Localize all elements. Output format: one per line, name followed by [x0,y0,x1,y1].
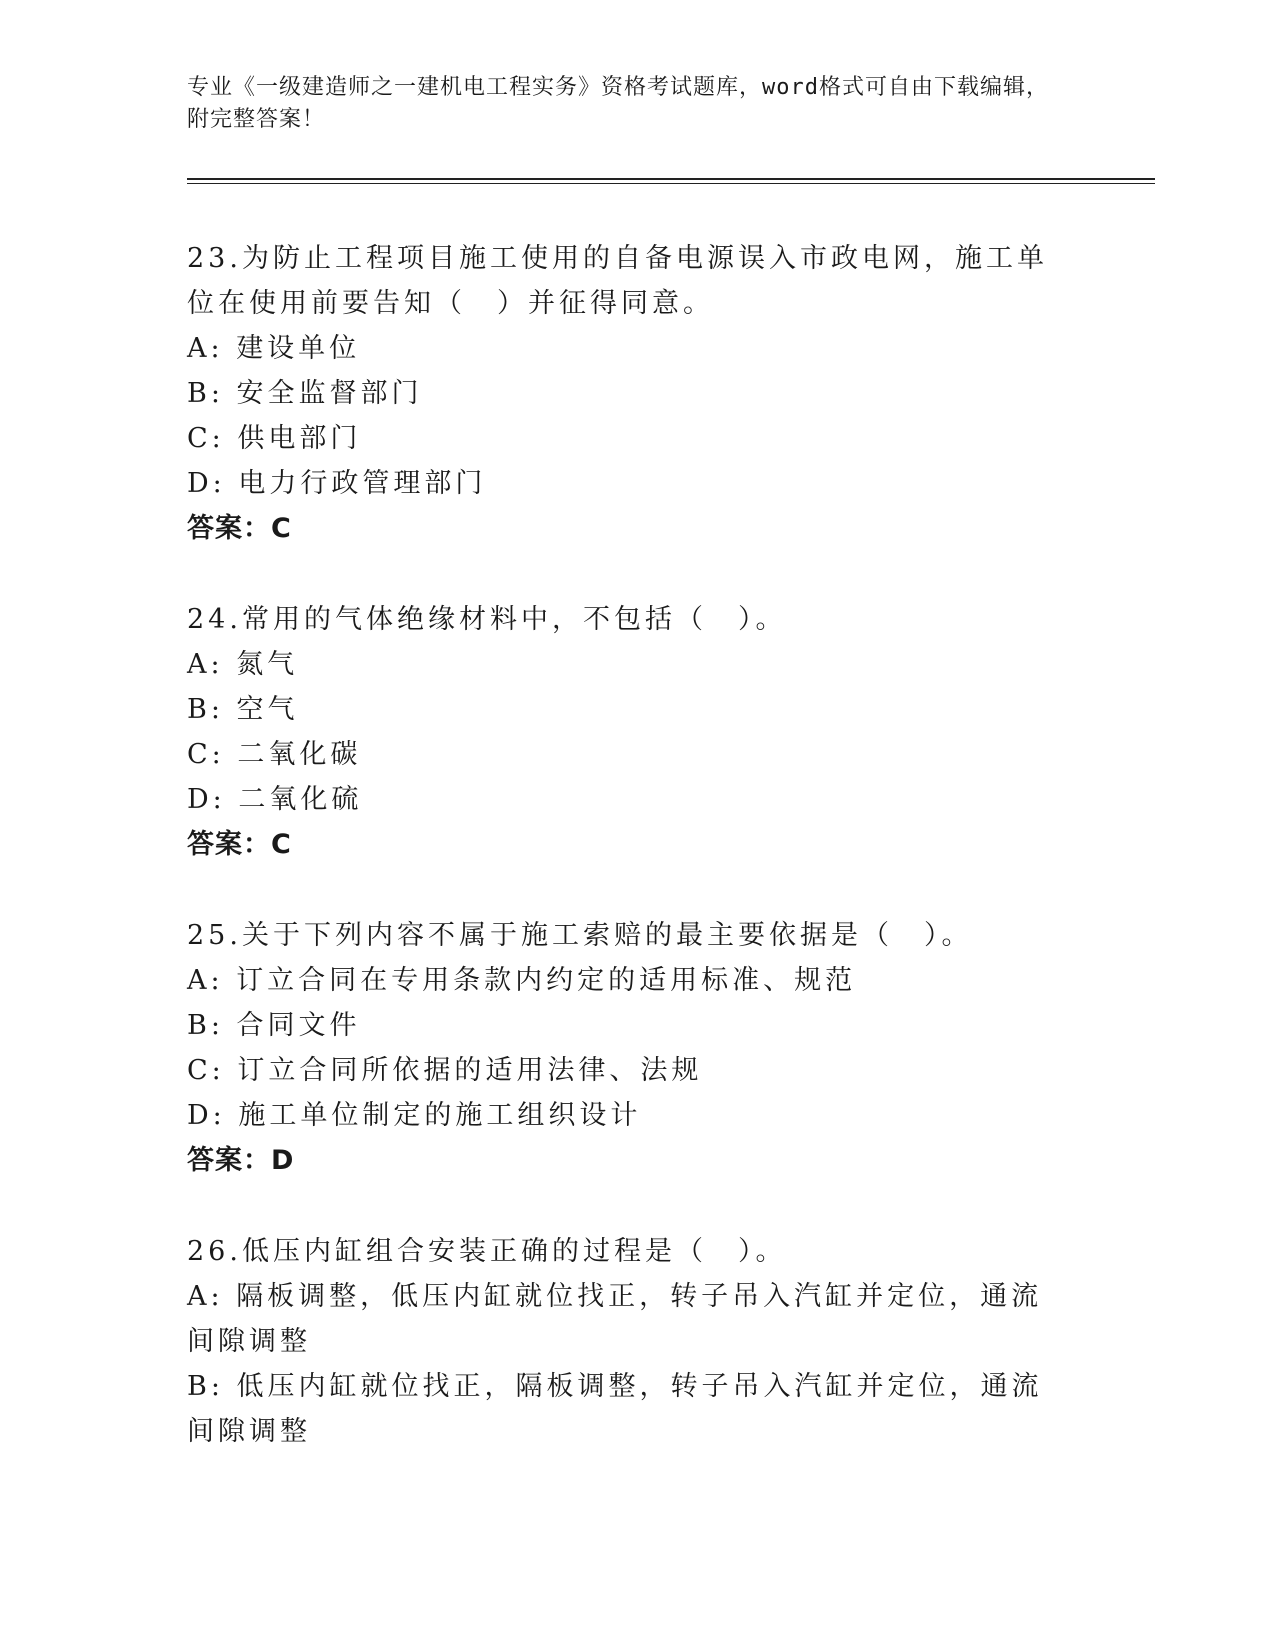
option-separator: : [210,1371,237,1402]
option-a [187,326,1067,371]
option-b [187,1364,1067,1454]
option-text: 空气 [236,694,299,725]
option-letter: D [187,784,213,815]
question-stem: 26.低压内缸组合安装正确的过程是（ ）。 [187,1236,787,1267]
option-text: 安全监督部门 [236,378,423,409]
option-letter: A [187,333,211,364]
option-d [187,777,1067,822]
option-b [187,687,1067,732]
header-text: 专业《一级建造师之一建机电工程实务》资格考试题库，word格式可自由下载编辑，附完整答案！ [187,75,1049,132]
option-a [187,958,1067,1003]
document-header [187,72,1067,136]
option-c [187,732,1067,777]
option-separator: : [211,739,238,770]
option-letter: A [187,1281,211,1312]
option-text: 供电部门 [237,423,362,454]
option-text: 二氧化碳 [237,739,362,770]
option-b [187,1003,1067,1048]
option-text: 合同文件 [236,1010,361,1041]
option-separator: : [210,333,237,364]
option-separator: : [211,1055,238,1086]
option-separator: : [210,378,237,409]
option-text: 施工单位制定的施工组织设计 [238,1100,642,1131]
option-b [187,371,1067,416]
header-divider [187,178,1155,184]
question-25 [187,913,1067,1183]
option-letter: C [187,423,212,454]
question-stem: 24.常用的气体绝缘材料中，不包括（ ）。 [187,604,787,635]
option-text: 订立合同所依据的适用法律、法规 [237,1055,703,1086]
answer-line: 答案：C [187,829,292,860]
question-26 [187,1229,1067,1454]
option-text: 低压内缸就位找正，隔板调整，转子吊入汽缸并定位，通流间隙调整 [187,1371,1043,1447]
option-letter: C [187,739,212,770]
option-separator: : [211,423,238,454]
option-text: 订立合同在专用条款内约定的适用标准、规范 [236,965,857,996]
option-d [187,1093,1067,1138]
question-24 [187,597,1067,867]
option-separator: : [210,1281,237,1312]
option-letter: B [187,1371,211,1402]
option-separator: : [212,1100,239,1131]
option-letter: A [187,649,211,680]
option-text: 二氧化硫 [238,784,363,815]
option-text: 隔板调整，低压内缸就位找正，转子吊入汽缸并定位，通流间隙调整 [187,1281,1043,1357]
answer-line: 答案：C [187,513,292,544]
option-letter: B [187,1010,211,1041]
option-letter: A [187,965,211,996]
option-letter: D [187,468,213,499]
option-c [187,1048,1067,1093]
question-23 [187,236,1067,551]
option-letter: B [187,694,211,725]
option-a [187,1274,1067,1364]
option-letter: C [187,1055,212,1086]
option-separator: : [212,784,239,815]
option-text: 建设单位 [236,333,361,364]
question-list [187,236,1067,1500]
question-stem: 25.关于下列内容不属于施工索赔的最主要依据是（ ）。 [187,920,973,951]
option-separator: : [210,1010,237,1041]
option-d [187,461,1067,506]
answer-line: 答案：D [187,1145,295,1176]
option-separator: : [210,649,237,680]
option-a [187,642,1067,687]
option-separator: : [210,694,237,725]
question-stem: 23.为防止工程项目施工使用的自备电源误入市政电网，施工单位在使用前要告知（ ）并征得同意。 [187,243,1048,319]
option-letter: B [187,378,211,409]
option-letter: D [187,1100,213,1131]
option-c [187,416,1067,461]
option-separator: : [212,468,239,499]
option-text: 氮气 [236,649,299,680]
option-text: 电力行政管理部门 [238,468,487,499]
option-separator: : [210,965,237,996]
